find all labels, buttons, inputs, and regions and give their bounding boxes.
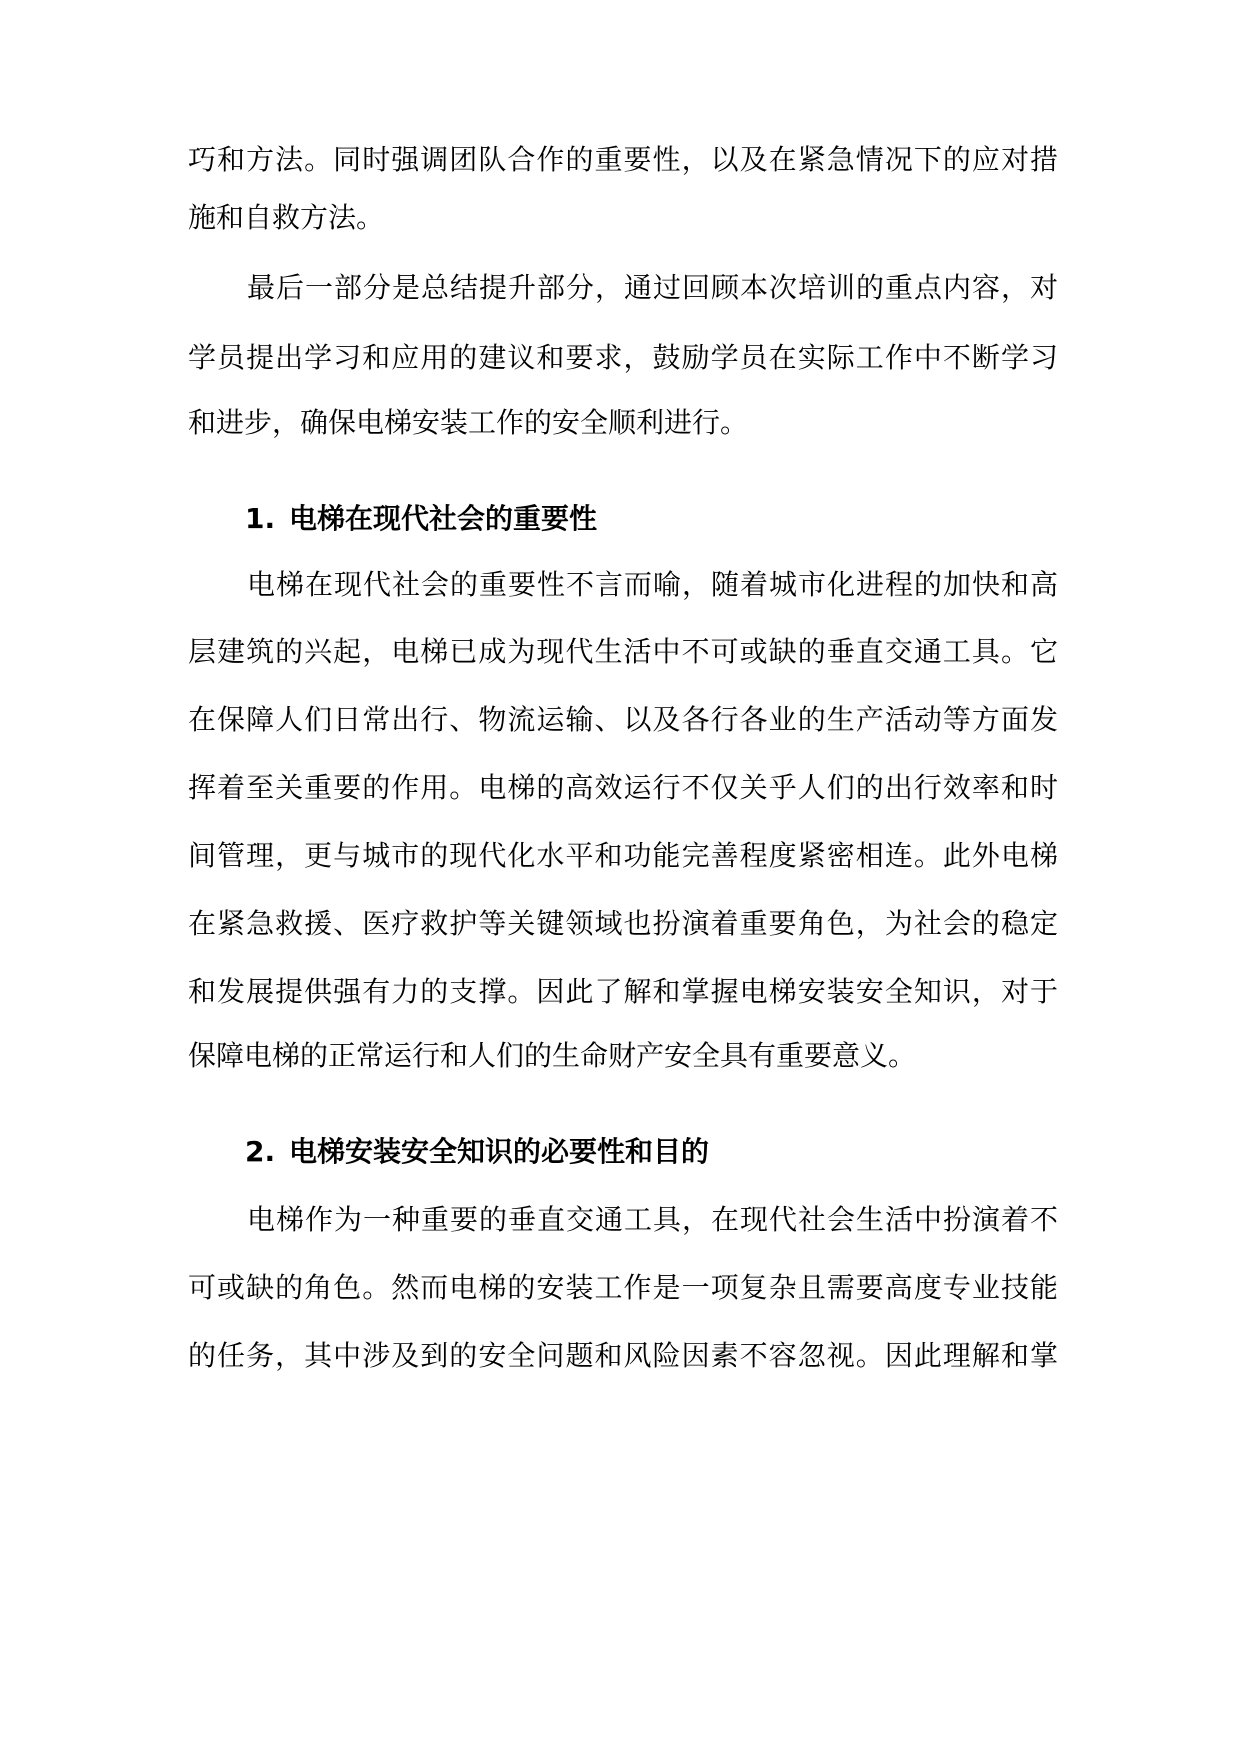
section-number: 2. — [245, 1135, 276, 1168]
body-text-line: 在紧急救援、医疗救护等关键领域也扮演着重要角色，为社会的稳定 — [188, 907, 1058, 940]
body-text-line: 和进步，确保电梯安装工作的安全顺利进行。 — [188, 406, 749, 439]
body-text-line: 保障电梯的正常运行和人们的生命财产安全具有重要意义。 — [188, 1039, 917, 1072]
body-text-line: 可或缺的角色。然而电梯的安装工作是一项复杂且需要高度专业技能 — [188, 1271, 1058, 1304]
section-heading-1 — [245, 499, 597, 539]
body-text-line: 施和自救方法。 — [188, 201, 385, 234]
body-text-line: 最后一部分是总结提升部分，通过回顾本次培训的重点内容，对 — [247, 271, 1058, 304]
body-text-line: 层建筑的兴起，电梯已成为现代生活中不可或缺的垂直交通工具。它 — [188, 635, 1058, 668]
body-text-line: 电梯作为一种重要的垂直交通工具，在现代社会生活中扮演着不 — [247, 1203, 1058, 1236]
body-text-line: 在保障人们日常出行、物流运输、以及各行各业的生产活动等方面发 — [188, 703, 1058, 736]
section-title: 电梯在现代社会的重要性 — [289, 502, 598, 535]
section-number: 1. — [245, 502, 276, 535]
body-text-line: 巧和方法。同时强调团队合作的重要性，以及在紧急情况下的应对措 — [188, 143, 1058, 176]
body-text-line: 的任务，其中涉及到的安全问题和风险因素不容忽视。因此理解和掌 — [188, 1339, 1058, 1372]
body-text-line: 间管理，更与城市的现代化水平和功能完善程度紧密相连。此外电梯 — [188, 839, 1058, 872]
body-text-line: 学员提出学习和应用的建议和要求，鼓励学员在实际工作中不断学习 — [188, 341, 1058, 374]
section-heading-2 — [245, 1132, 709, 1172]
section-title: 电梯安装安全知识的必要性和目的 — [289, 1135, 710, 1168]
body-text-line: 挥着至关重要的作用。电梯的高效运行不仅关乎人们的出行效率和时 — [188, 771, 1058, 804]
body-text-line: 和发展提供强有力的支撑。因此了解和掌握电梯安装安全知识，对于 — [188, 975, 1058, 1008]
body-text-line: 电梯在现代社会的重要性不言而喻，随着城市化进程的加快和高 — [247, 568, 1058, 601]
